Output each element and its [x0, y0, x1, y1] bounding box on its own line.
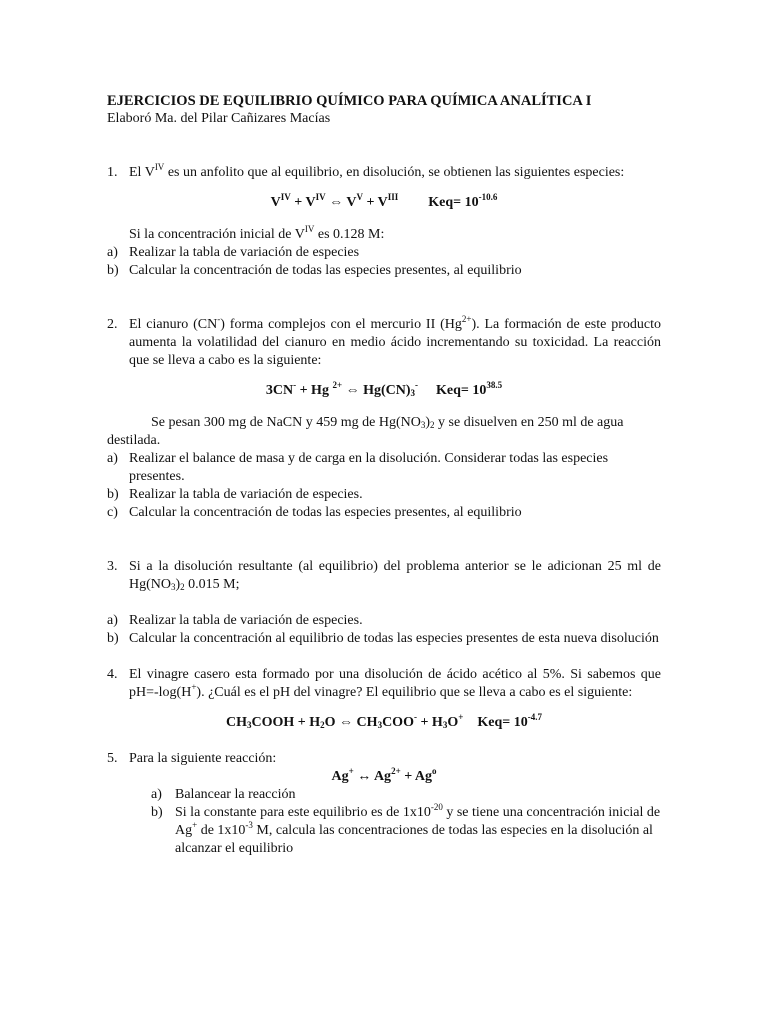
list-item: b) Si la constante para este equilibrio es de $1x10^{-20}$ y se tiene una concentración inicial de Ag+ de $1x10^{-3}$ M, calcula las concentraciones de todas las especies en la disolución al alcanzar el equilibrio	[151, 802, 661, 856]
list-item: b) Calcular la concentración de todas las especies presentes, al equilibrio	[107, 263, 522, 278]
list-item: a) Realizar la tabla de variación de especies.	[107, 613, 363, 628]
list-item: c) Calcular la concentración de todas las especies presentes, al equilibrio	[107, 505, 522, 520]
equation-2: 3CN- + Hg $^{2+}$ ⇔ $Hg(CN)_3^-$ $Keq= 10^{38.5}$	[265, 380, 503, 398]
document-title: EJERCICIOS DE EQUILIBRIO QUÍMICO PARA QUÍMICA ANALÍTICA I	[107, 93, 592, 109]
list-item: b) Realizar la tabla de variación de especies.	[107, 487, 363, 502]
equation-1: $V^{IV} + V^{IV}$ ⇔ $V^V + V^{III}$ $Keq= 10^{-10.6}$	[270, 192, 498, 210]
exercise-number: 5.	[107, 751, 118, 766]
document-page	[107, 92, 661, 858]
exercise-number: 3.	[107, 559, 118, 574]
exercise-1	[107, 164, 661, 182]
equation-5: Ag+ ↔ $Ag^{2+} + Ag^o$	[331, 766, 437, 784]
list-item: a) Balancear la reacción	[151, 787, 296, 802]
exercise-1-concentration: Si la concentración inicial de $V^{IV}$ es 0.128 M:	[129, 224, 385, 242]
exercise-1-intro: El $V^{IV}$ es un anfolito que al equilibrio, en disolución, se obtienen las siguientes especies:	[129, 162, 625, 180]
exercise-5: 5. Para la siguiente reacción:	[107, 751, 277, 766]
document-author: Elaboró Ma. del Pilar Cañizares Macías	[107, 111, 331, 126]
exercise-number: 4.	[107, 667, 118, 682]
exercise-4: 4. El vinagre casero esta formado por una disolución de ácido acético al 5%. Si sabemos que pH=-log(H+). ¿Cuál es el pH del vinagre? El equilibrio que se lleva a cabo es el siguiente:	[107, 667, 661, 700]
exercise-2-paragraph: Se pesan 300 mg de NaCN y 459 mg de $Hg(NO_3)_2$ y se disuelven en 250 ml de agua destilada.	[107, 415, 624, 448]
exercise-2-items	[107, 450, 661, 522]
exercise-number: 1.	[107, 165, 118, 180]
exercise-3-items	[107, 612, 661, 648]
list-item: b) Calcular la concentración al equilibrio de todas las especies presentes de esta nueva disolución	[107, 631, 659, 646]
equation-4: $CH_3COOH + H_2O$ ⇔ $CH_3COO^- + H_3O^+$ $Keq= 10^{-4.7}$	[226, 712, 542, 730]
exercise-2: 2. El cianuro (CN-) forma complejos con el mercurio II $(Hg^{2+})$. La formación de este producto aumenta la volatilidad del cianuro en medio ácido incrementando su toxicidad. La reacción que se lleva a cabo es la siguiente:	[107, 314, 661, 368]
exercise-5-items	[107, 786, 661, 858]
exercise-number: 2.	[107, 317, 118, 332]
list-item: a) Realizar la tabla de variación de especies	[107, 245, 360, 260]
list-item: a) Realizar el balance de masa y de carga en la disolución. Considerar todas las especies presentes.	[107, 451, 609, 484]
exercise-3: 3. Si a la disolución resultante (al equilibrio) del problema anterior se le adicionan 25 ml de $Hg(NO_3)_2$ 0.015 M;	[107, 559, 661, 592]
exercise-1-items	[107, 244, 661, 280]
